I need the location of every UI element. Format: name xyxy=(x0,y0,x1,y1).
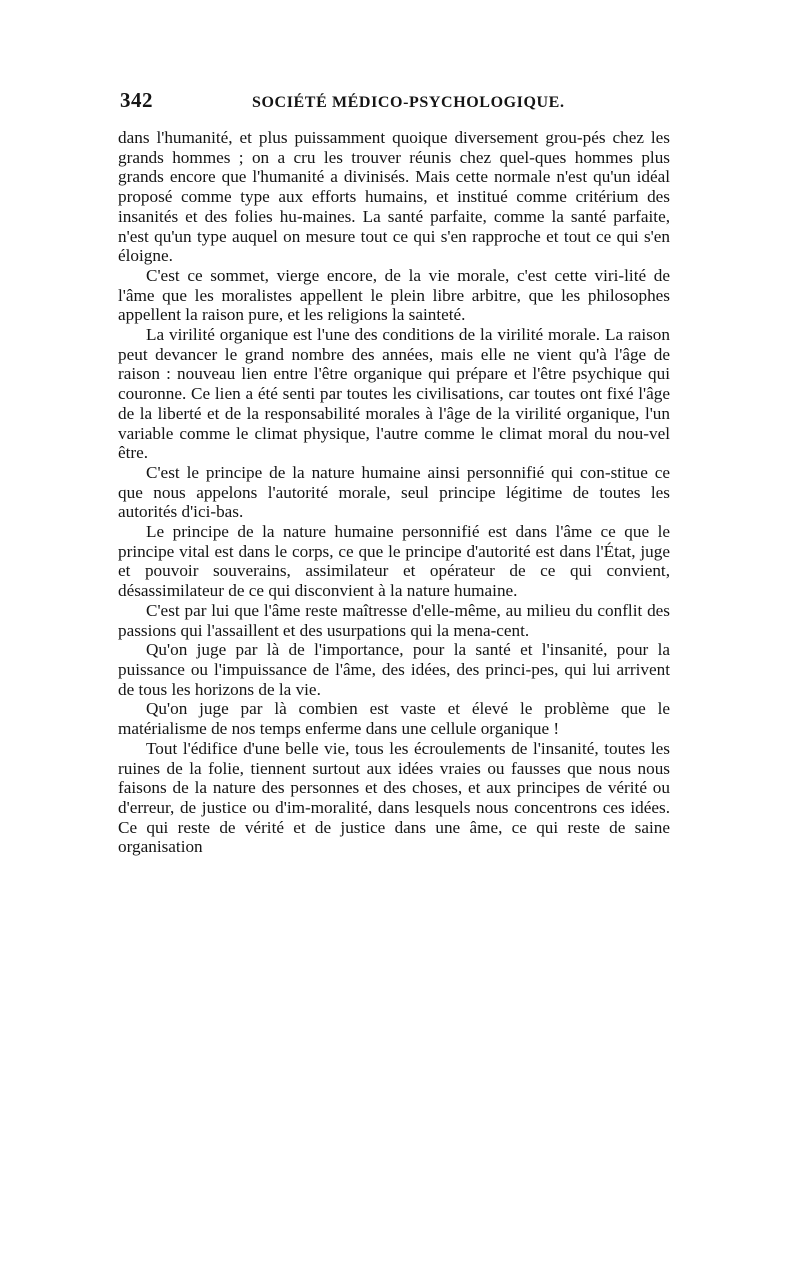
page-number: 342 xyxy=(120,88,153,112)
paragraph-continued: dans l'humanité, et plus puissamment quoique diversement grou-pés chez les grands hommes ; on a cru les trouver réunis chez quel-ques hommes plus grands encore que l'humanité a divinisés. Mais cette normale n'est qu'un idéal proposé comme type aux efforts humains, et institué comme critérium des insanités et des folies hu-maines. La santé parfaite, comme la santé parfaite, n'est qu'un type auquel on mesure tout ce qui s'en rapproche et tout ce qui s'en éloigne. xyxy=(118,128,670,266)
paragraph-autorite-morale: C'est le principe de la nature humaine ainsi personnifié qui con-stitue ce que nous appelons l'autorité morale, seul principe légitime de toutes les autorités d'ici-bas. xyxy=(118,462,670,522)
paragraph-virilite-ame: C'est ce sommet, vierge encore, de la vie morale, c'est cette viri-lité de l'âme que les moralistes appellent le plein libre arbitre, que les philosophes appellent la raison pure, et les religions la sainteté. xyxy=(118,265,670,325)
paragraph-maitresse: C'est par lui que l'âme reste maîtresse d'elle-même, au milieu du conflit des passions qui l'assaillent et des usurpations qui la mena-cent. xyxy=(118,600,670,640)
running-title: SOCIÉTÉ MÉDICO-PSYCHOLOGIQUE. xyxy=(252,94,565,111)
paragraph-materialisme: Qu'on juge par là combien est vaste et élevé le problème que le matérialisme de nos temps enferme dans une cellule organique ! xyxy=(118,699,670,739)
paragraph-edifice: Tout l'édifice d'une belle vie, tous les écroulements de l'insanité, toutes les ruines de la folie, tiennent surtout aux idées vraies ou fausses que nous nous faisons de la nature des personnes et des choses, et aux principes de vérité ou d'erreur, de justice ou d'im-moralité, dans lesquels nous concentrons ces idées. Ce qui reste de vérité et de justice dans une âme, ce qui reste de saine organisation xyxy=(118,738,670,857)
paragraph-virilite-organique: La virilité organique est l'une des conditions de la virilité morale. La raison peut devancer le grand nombre des années, mais elle ne vient qu'à l'âge de raison : nouveau lien entre l'être organique qui prépare et l'être psychique qui couronne. Ce lien a été senti par toutes les civilisations, car toutes ont fixé l'âge de la liberté et de la responsabilité morales à l'âge de la virilité organique, l'un variable comme le climat physique, l'autre comme le climat moral du nou-vel être. xyxy=(118,325,670,463)
paragraph-importance: Qu'on juge par là de l'importance, pour la santé et l'insanité, pour la puissance ou l'impuissance de l'âme, des idées, des princi-pes, qui lui arrivent de tous les horizons de la vie. xyxy=(118,640,670,699)
page-header xyxy=(118,88,670,118)
body-text xyxy=(118,128,670,857)
paragraph-principe-nature: Le principe de la nature humaine personnifié est dans l'âme ce que le principe vital est dans le corps, ce que le principe d'autorité est dans l'État, juge et pouvoir souverains, assimilateur et opérateur de ce qui convient, désassimilateur de ce qui disconvient à la nature humaine. xyxy=(118,522,670,601)
book-page xyxy=(118,88,670,857)
